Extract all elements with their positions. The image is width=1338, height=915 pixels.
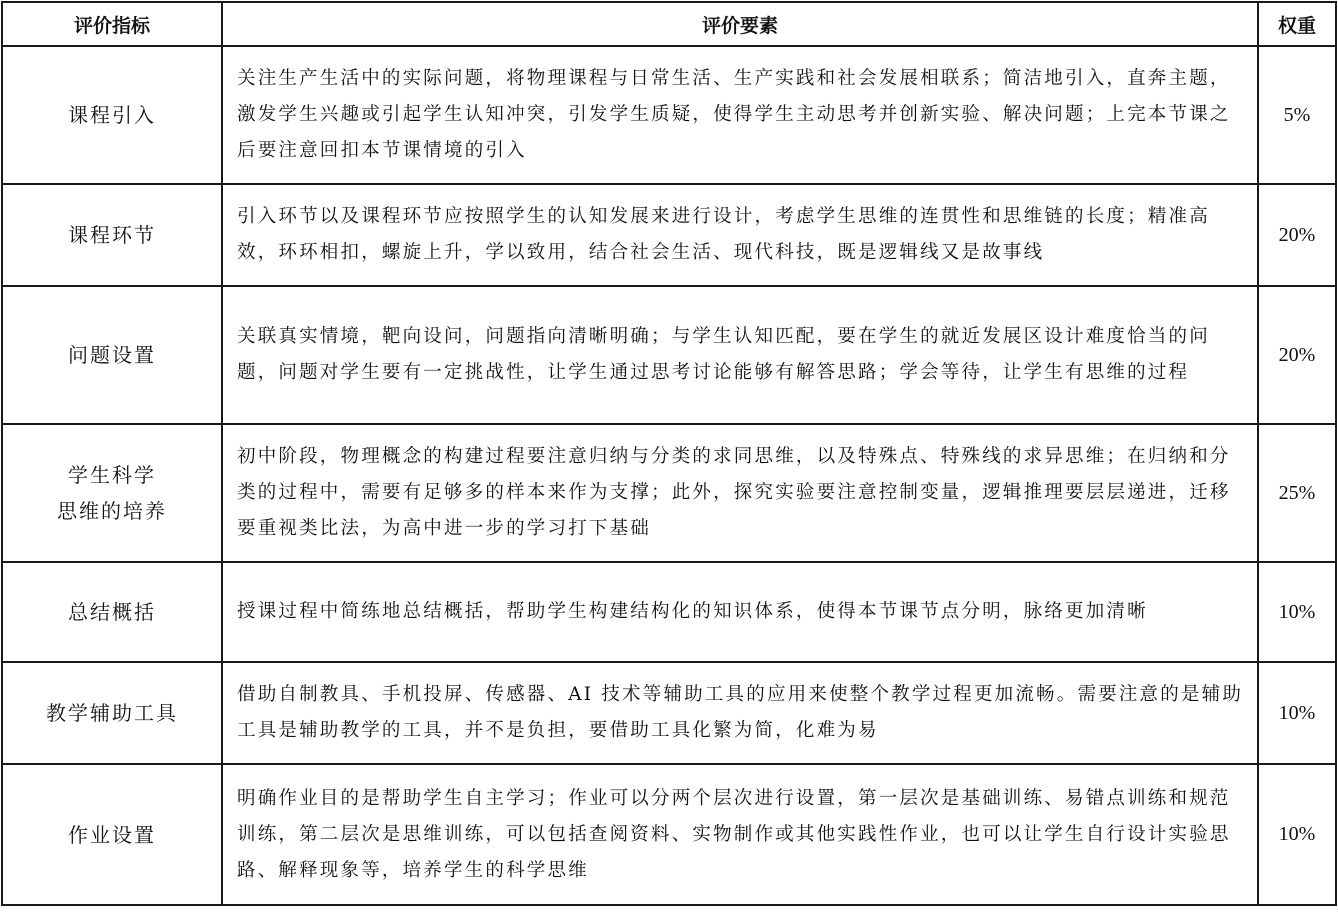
table-row <box>2 46 1336 184</box>
table-row <box>2 184 1336 286</box>
table-row <box>2 562 1336 662</box>
elements-cell: 借助自制教具、手机投屏、传感器、AI 技术等辅助工具的应用来使整个教学过程更加流畅。需要注意的是辅助工具是辅助教学的工具，并不是负担，要借助工具化繁为简，化难为易 <box>222 662 1258 764</box>
weight-cell: 10% <box>1258 662 1336 764</box>
header-indicator: 评价指标 <box>2 2 222 46</box>
weight-cell: 10% <box>1258 562 1336 662</box>
table-row <box>2 764 1336 905</box>
indicator-cell: 总结概括 <box>2 562 222 662</box>
header-weight: 权重 <box>1258 2 1336 46</box>
header-elements: 评价要素 <box>222 2 1258 46</box>
indicator-cell: 课程引入 <box>2 46 222 184</box>
table-row <box>2 286 1336 424</box>
elements-cell: 初中阶段，物理概念的构建过程要注意归纳与分类的求同思维，以及特殊点、特殊线的求异思维；在归纳和分类的过程中，需要有足够多的样本来作为支撑；此外，探究实验要注意控制变量，逻辑推理要层层递进，迁移要重视类比法，为高中进一步的学习打下基础 <box>222 424 1258 562</box>
table-row <box>2 424 1336 562</box>
weight-cell: 10% <box>1258 764 1336 905</box>
weight-cell: 20% <box>1258 184 1336 286</box>
indicator-cell: 作业设置 <box>2 764 222 905</box>
indicator-cell <box>2 424 222 562</box>
indicator-line-2: 思维的培养 <box>57 499 167 523</box>
evaluation-table <box>1 1 1337 906</box>
table-row <box>2 662 1336 764</box>
indicator-cell: 课程环节 <box>2 184 222 286</box>
header-row <box>2 2 1336 46</box>
elements-cell: 明确作业目的是帮助学生自主学习；作业可以分两个层次进行设置，第一层次是基础训练、易错点训练和规范训练，第二层次是思维训练，可以包括查阅资料、实物制作或其他实践性作业，也可以让学生自行设计实验思路、解释现象等，培养学生的科学思维 <box>222 764 1258 905</box>
indicator-line-1: 学生科学 <box>68 463 156 487</box>
elements-cell: 授课过程中简练地总结概括，帮助学生构建结构化的知识体系，使得本节课节点分明，脉络更加清晰 <box>222 562 1258 662</box>
elements-cell: 关注生产生活中的实际问题，将物理课程与日常生活、生产实践和社会发展相联系；简洁地引入，直奔主题，激发学生兴趣或引起学生认知冲突，引发学生质疑，使得学生主动思考并创新实验、解决问题；上完本节课之后要注意回扣本节课情境的引入 <box>222 46 1258 184</box>
weight-cell: 20% <box>1258 286 1336 424</box>
elements-cell: 引入环节以及课程环节应按照学生的认知发展来进行设计，考虑学生思维的连贯性和思维链的长度；精准高效，环环相扣，螺旋上升，学以致用，结合社会生活、现代科技，既是逻辑线又是故事线 <box>222 184 1258 286</box>
weight-cell: 25% <box>1258 424 1336 562</box>
indicator-cell: 问题设置 <box>2 286 222 424</box>
elements-cell: 关联真实情境，靶向设问，问题指向清晰明确；与学生认知匹配，要在学生的就近发展区设计难度恰当的问题，问题对学生要有一定挑战性，让学生通过思考讨论能够有解答思路；学会等待，让学生有思维的过程 <box>222 286 1258 424</box>
indicator-cell: 教学辅助工具 <box>2 662 222 764</box>
weight-cell: 5% <box>1258 46 1336 184</box>
